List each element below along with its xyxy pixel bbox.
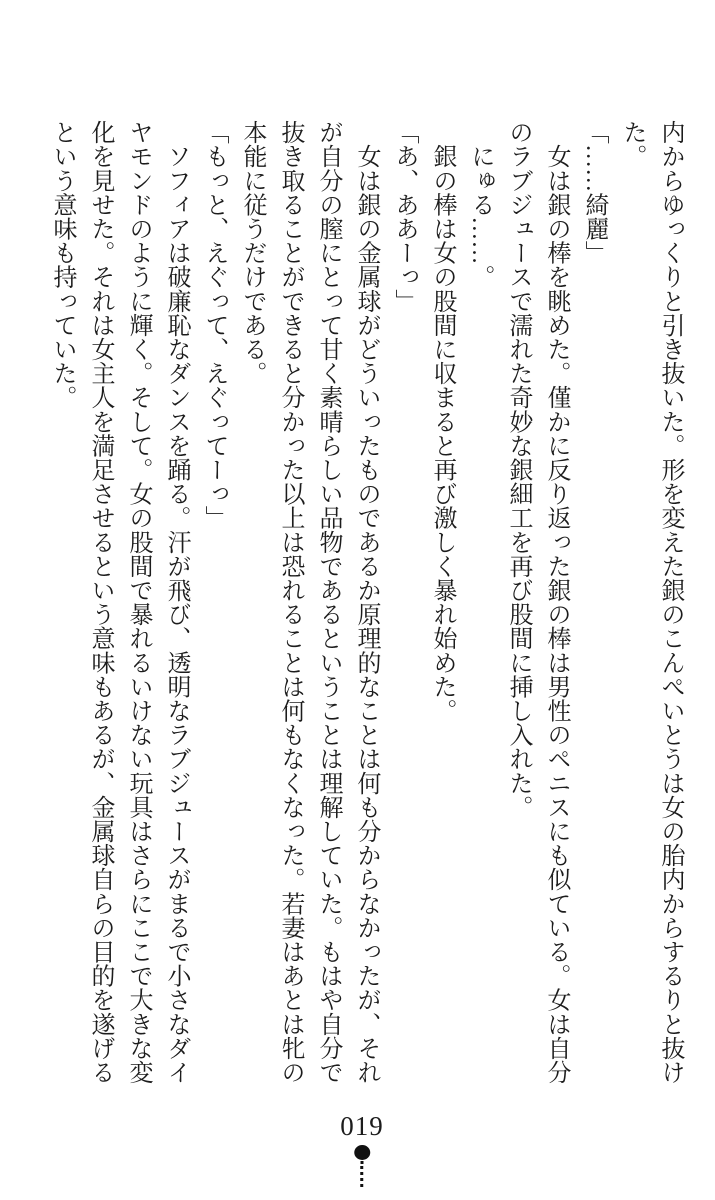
page-footer xyxy=(340,1112,384,1187)
page-number: 019 xyxy=(340,1111,384,1141)
text-column-6: にゅる……。 xyxy=(467,120,493,289)
text-column-14: ソフィアは破廉恥なダンスを踊る。汗が飛び、透明なラブジュースがまるで小さなダイ xyxy=(163,120,189,1084)
text-column-9: 女は銀の金属球がどういったものであるか原理的なことは何も分からなかったが、それ xyxy=(353,120,379,1084)
text-column-2: た。 xyxy=(619,120,645,169)
text-column-15: ヤモンドのように輝く。そして。女の股間で暴れるいけない玩具はさらにここで大きな変 xyxy=(125,120,151,1084)
text-column-8: 「あ、ああーっ」 xyxy=(391,120,417,313)
text-column-13: 「もっと、えぐって、えぐってーっ」 xyxy=(201,120,227,530)
text-column-3: 「……綺麗」 xyxy=(581,120,607,265)
footer-ornament-dot-icon xyxy=(354,1145,370,1160)
text-column-1: 内からゆっくりと引き抜いた。形を変えた銀のこんぺいとうは女の胎内からするりと抜け xyxy=(657,120,683,1084)
text-column-10: が自分の膣にとって甘く素晴らしい品物であるということは理解していた。もはや自分で xyxy=(315,120,341,1084)
text-column-7: 銀の棒は女の股間に収まると再び激しく暴れ始めた。 xyxy=(429,120,455,723)
text-column-11: 抜き取ることができると分かった以上は恐れることは何もなくなった。若妻はあとは牝の xyxy=(277,120,303,1084)
text-column-12: 本能に従うだけである。 xyxy=(239,120,265,386)
footer-ornament-tail-icon xyxy=(361,1161,364,1187)
text-column-5: のラブジュースで濡れた奇妙な銀細工を再び股間に挿し入れた。 xyxy=(505,120,531,819)
text-column-17: という意味も持っていた。 xyxy=(49,120,75,410)
text-column-16: 化を見せた。それは女主人を満足させるという意味もあるが、金属球自らの目的を遂げる xyxy=(87,120,113,1084)
page-text xyxy=(43,120,689,1086)
text-column-4: 女は銀の棒を眺めた。僅かに反り返った銀の棒は男性のペニスにも似ている。女は自分 xyxy=(543,120,569,1084)
